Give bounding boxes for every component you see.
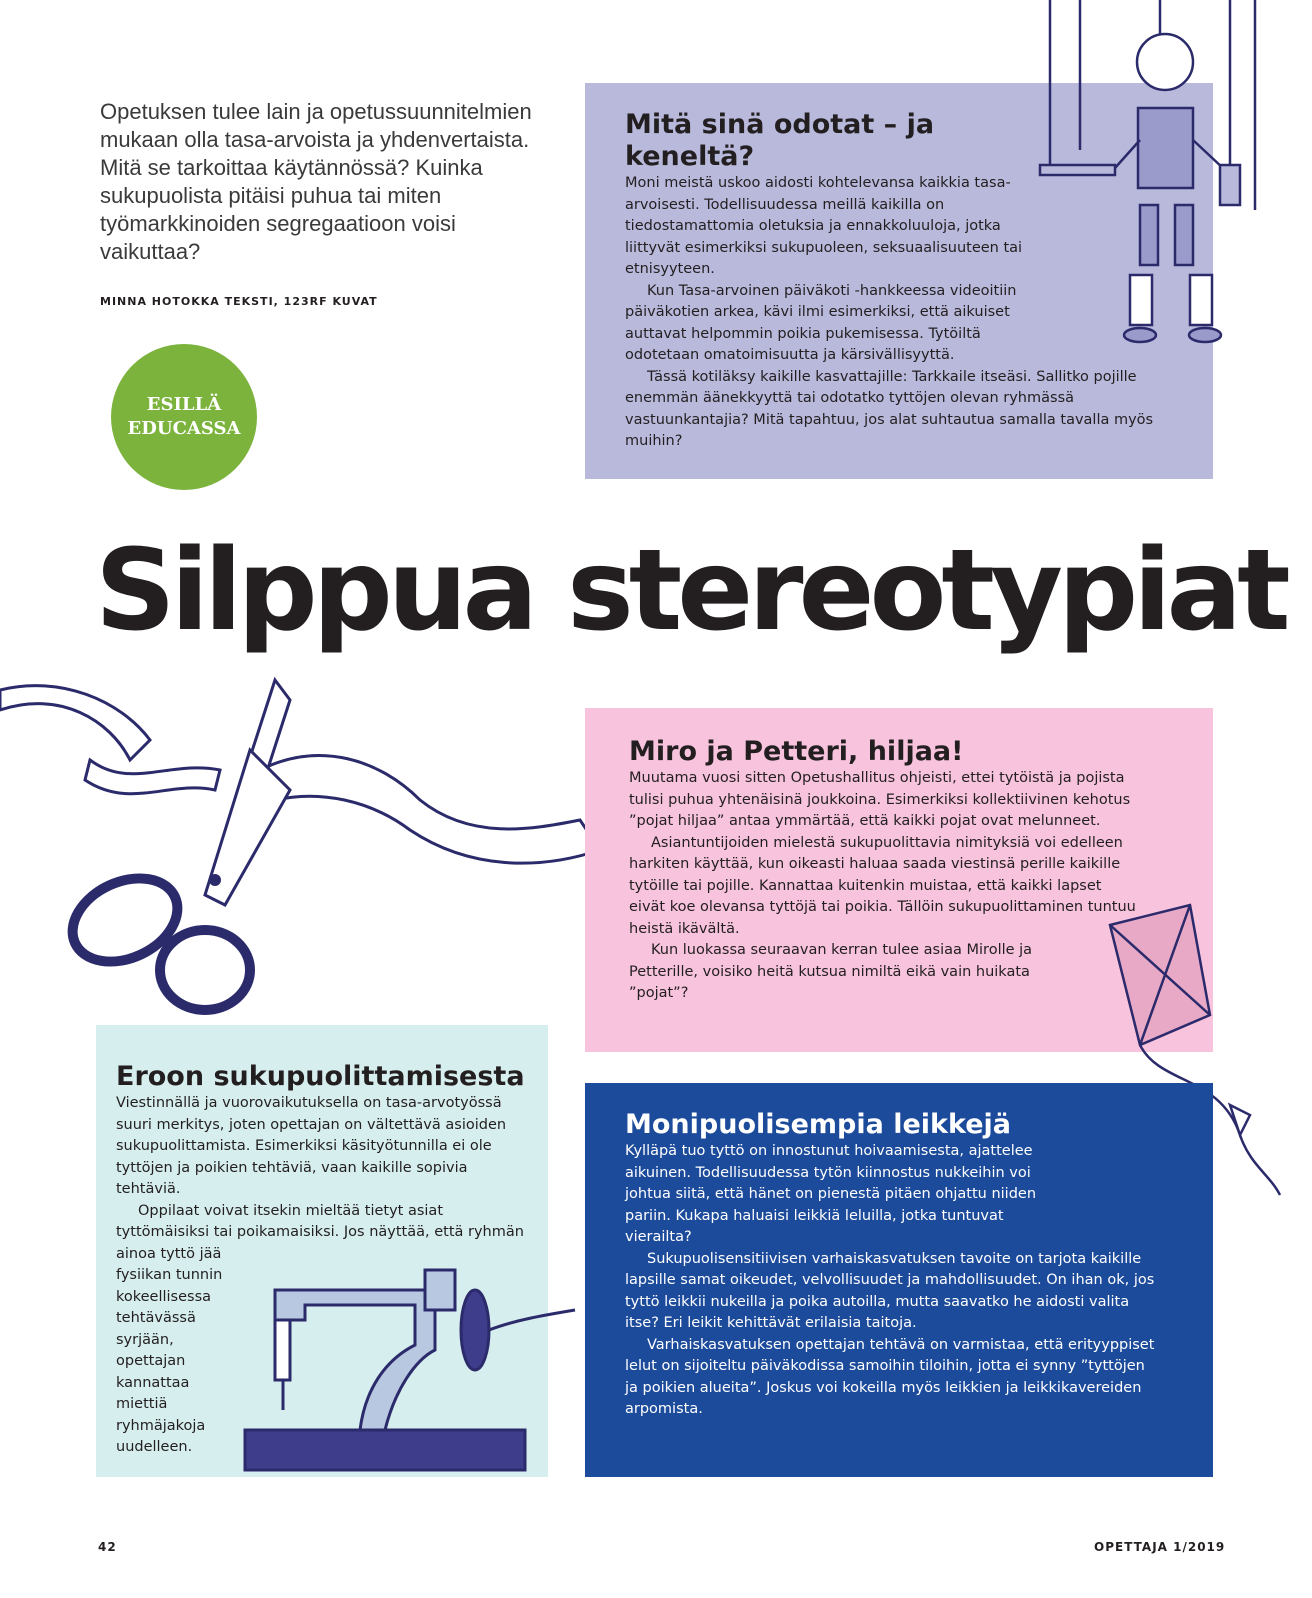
box-leikit-paragraph-1: Kylläpä tuo tyttö on innostunut hoivaamisesta, ajattelee aikuinen. Todellisuudessa tytön kiinnostus nukkeihin voi johtua siitä, että hänet on pienestä pitäen ohjattu niiden pariin. Kukapa haluaisi leikkiä leluilla, jotka tuntuvat vierailta? [625,1143,1037,1245]
esilla-educassa-badge [111,344,257,490]
box-miro-paragraph-3: Kun luokassa seuraavan kerran tulee asiaa Mirolle ja Petterille, voisiko heitä kutsua nimiltä eikä vain huikata ”pojat”? [629,942,1033,1001]
box-leikit [585,1083,1213,1477]
box-odotat-paragraph-3: Tässä kotiläksy kaikille kasvattajille: Tarkkaile itseäsi. Sallitko pojille enemmän äänekkyyttä tai odotatko tyttöjen olevan ryhmässä vastuunkantajia? Mitä tapahtuu, jos alat suhtautua samalla tavalla myös muihin? [625,368,1154,449]
intro-text: Opetuksen tulee lain ja opetussuunnitelmien mukaan olla tasa-arvoista ja yhdenvertaista. Mitä se tarkoittaa käytännössä? Kuinka sukupuolista pitäisi puhua tai miten työmarkkinoiden segregaatioon voisi vaikuttaa? [100,99,532,264]
box-leikit-heading: Monipuolisempia leikkejä [625,1109,1012,1140]
badge-line-2: EDUCASSA [127,418,241,439]
box-miro-paragraph-1: Muutama vuosi sitten Opetushallitus ohjeisti, ettei tytöistä ja pojista tulisi puhua yhtenäisinä joukkoina. Esimerkiksi kollektiivinen kehotus ”pojat hiljaa” antaa ymmärtää, että kaikki pojat ovat melunneet. [629,770,1131,829]
box-odotat-heading: Mitä sinä odotat – ja keneltä? [625,109,935,172]
box-eroon-paragraph-1: Viestinnällä ja vuorovaikutuksella on tasa-arvotyössä suuri merkitys, joten opettajan on vältettävä asioiden sukupuolittamista. Esimerkiksi käsityötunnilla ei ole tyttöjen ja poikien tehtäviä, vaan kaikille sopivia tehtäviä. [116,1095,507,1197]
article-title: Silppua stereotypiat [95,526,1286,656]
marionette-illustration [1030,0,1280,360]
magazine-issue: OPETTAJA 1/2019 [1094,1540,1226,1554]
box-leikit-paragraph-2: Sukupuolisensitiivisen varhaiskasvatuksen tavoite on tarjota kaikille lapsille samat oikeudet, velvollisuudet ja mahdollisuudet. On ihan ok, jos tyttö leikkii nukeilla ja poika autoilla, mutta saavatko he aidosti valita itse? Eri leikit kehittävät erilaisia taitoja. [625,1250,1155,1331]
box-miro-paragraph-2: Asiantuntijoiden mielestä sukupuolittavia nimityksiä voi edelleen harkiten käyttää, kun oikeasti haluaa saada viestinsä perille kaikille tytöille tai pojille. Kannattaa kuitenkin muistaa, että kaikki lapset eivät koe olevansa tyttöjä tai poikia. Tällöin sukupuolittaminen tuntuu heistä ikävältä. [629,834,1136,937]
box-eroon-paragraph-2-continued: ainoa tyttö jää fysiikan tunnin kokeellisessa tehtävässä syrjään, opettajan kannattaa miettiä ryhmäjakoja uudelleen. [116,1245,223,1455]
badge-line-1: ESILLÄ [146,394,222,415]
sewing-machine-illustration [245,1250,585,1490]
scissors-ribbon-illustration [0,680,620,1030]
box-eroon-heading: Eroon sukupuolittamisesta [116,1061,525,1092]
page-number: 42 [98,1540,117,1554]
box-odotat-paragraph-2: Kun Tasa-arvoinen päiväkoti -hankkeessa videoitiin päiväkotien arkea, kävi ilmi esimerkiksi, että aikuiset auttavat helpommin poikia pukemisessa. Tytöiltä odotetaan omatoimisuutta ja kärsivällisyyttä. [625,282,1017,363]
box-leikit-paragraph-3: Varhaiskasvatuksen opettajan tehtävä on varmistaa, että erityyppiset lelut on sijoiteltu päiväkodissa samoihin tiloihin, jotta ei synny ”tyttöjen ja poikien alueita”. Joskus voi kokeilla myös leikkien ja leikkikavereiden arpomista. [625,1336,1155,1417]
author-credit: MINNA HOTOKKA TEKSTI, 123RF KUVAT [100,295,378,308]
box-odotat-paragraph-1: Moni meistä uskoo aidosti kohtelevansa kaikkia tasa-arvoisesti. Todellisuudessa meillä kaikilla on tiedostamattomia oletuksia ja ennakkoluuloja, jotka liittyvät esimerkiksi sukupuoleen, seksuaalisuuteen tai etnisyyteen. [625,175,1023,277]
box-eroon-paragraph-2: Oppilaat voivat itsekin mieltää tietyt asiat tyttömäisiksi tai poikamaisiksi. Jos näyttää, että ryhmän [116,1202,524,1240]
box-miro-heading: Miro ja Petteri, hiljaa! [629,736,964,767]
